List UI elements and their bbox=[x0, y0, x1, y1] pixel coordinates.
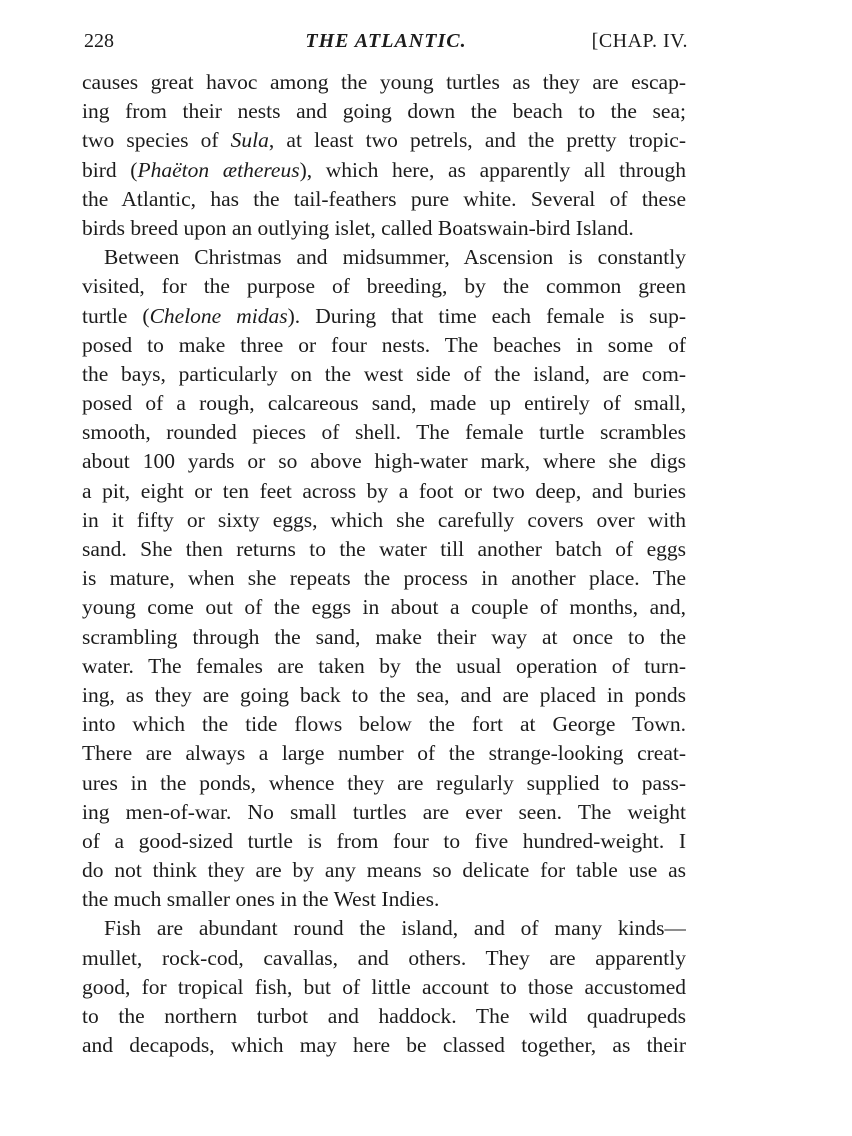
text-line bbox=[82, 710, 686, 739]
text-segment: good, for tropical fish, but of little account to those accustomed bbox=[82, 974, 686, 999]
text-line bbox=[82, 447, 686, 476]
text-line bbox=[82, 68, 686, 97]
text-segment: Fish are abundant round the island, and of many kinds— bbox=[104, 916, 686, 941]
text-segment: causes great havoc among the young turtles as they are escap- bbox=[82, 70, 686, 94]
text-segment: young come out of the eggs in about a couple of months, and, bbox=[82, 595, 686, 620]
text-line bbox=[82, 126, 686, 155]
text-segment: smooth, rounded pieces of shell. The female turtle scrambles bbox=[82, 420, 686, 445]
text-line bbox=[82, 156, 686, 185]
text-line bbox=[82, 1002, 686, 1031]
text-segment: the much smaller ones in the West Indies. bbox=[82, 887, 440, 912]
text-segment: posed of a rough, calcareous sand, made up entirely of small, bbox=[82, 391, 686, 416]
text-segment: about 100 yards or so above high-water mark, where she digs bbox=[82, 449, 686, 474]
text-segment: sand. She then returns to the water till another batch of eggs bbox=[82, 537, 686, 561]
text-segment: Between Christmas and midsummer, Ascension is constantly bbox=[104, 245, 686, 270]
text-segment: two species of bbox=[82, 128, 231, 153]
text-segment: ), which here, as apparently all through bbox=[299, 157, 686, 182]
italic-term: Sula bbox=[230, 128, 269, 153]
text-segment: birds breed upon an outlying islet, called Boatswain-bird Island. bbox=[82, 215, 634, 240]
text-segment: ures in the ponds, whence they are regularly supplied to pass- bbox=[82, 770, 686, 795]
text-segment: ing, as they are going back to the sea, and are placed in ponds bbox=[82, 682, 686, 707]
text-segment: in it fifty or sixty eggs, which she carefully covers over with bbox=[82, 507, 686, 532]
text-segment: ). During that time each female is sup- bbox=[287, 303, 686, 328]
page-header bbox=[84, 30, 688, 62]
text-line bbox=[82, 856, 686, 885]
text-line bbox=[82, 418, 686, 447]
text-line bbox=[82, 389, 686, 418]
italic-term: Phaëton æthereus bbox=[137, 157, 300, 182]
text-segment: turtle ( bbox=[82, 303, 150, 328]
text-segment: mullet, rock-cod, cavallas, and others. They are apparently bbox=[82, 945, 686, 970]
text-line bbox=[82, 360, 686, 389]
text-segment: into which the tide flows below the fort at George Town. bbox=[82, 712, 686, 737]
text-segment: There are always a large number of the strange-looking creat- bbox=[82, 741, 686, 766]
italic-term: Chelone midas bbox=[149, 303, 288, 328]
text-segment: ing from their nests and going down the beach to the sea; bbox=[82, 99, 686, 124]
text-line bbox=[82, 331, 686, 360]
text-line bbox=[82, 739, 686, 768]
text-segment: scrambling through the sand, make their way at once to the bbox=[82, 624, 686, 649]
text-segment: of a good-sized turtle is from four to five hundred-weight. I bbox=[82, 828, 686, 853]
text-line bbox=[82, 1031, 686, 1060]
text-segment: do not think they are by any means so delicate for table use as bbox=[82, 858, 686, 883]
text-segment: the bays, particularly on the west side of the island, are com- bbox=[82, 361, 686, 386]
text-line bbox=[82, 973, 686, 1002]
text-line bbox=[82, 798, 686, 827]
text-segment: is mature, when she repeats the process in another place. The bbox=[82, 566, 686, 591]
text-segment: to the northern turbot and haddock. The wild quadrupeds bbox=[82, 1004, 686, 1028]
body-text bbox=[82, 68, 686, 1060]
page-number: 228 bbox=[84, 30, 114, 52]
text-segment: ing men-of-war. No small turtles are ever seen. The weight bbox=[82, 799, 686, 824]
text-line bbox=[82, 944, 686, 973]
text-segment: and decapods, which may here be classed together, as their bbox=[82, 1033, 686, 1058]
text-segment: water. The females are taken by the usual operation of turn- bbox=[82, 653, 686, 678]
text-line bbox=[82, 885, 686, 914]
text-segment: a pit, eight or ten feet across by a foot or two deep, and buries bbox=[82, 478, 686, 503]
text-line bbox=[82, 652, 686, 681]
text-segment: the Atlantic, has the tail-feathers pure white. Several of these bbox=[82, 186, 686, 211]
text-line bbox=[82, 185, 686, 214]
text-line bbox=[82, 535, 686, 564]
text-line bbox=[82, 477, 686, 506]
text-line bbox=[82, 214, 686, 243]
text-segment: visited, for the purpose of breeding, by the common green bbox=[82, 274, 686, 299]
text-line bbox=[82, 243, 686, 272]
text-segment: bird ( bbox=[82, 157, 138, 182]
chapter-reference: [CHAP. IV. bbox=[591, 30, 688, 52]
text-line bbox=[82, 681, 686, 710]
text-line bbox=[82, 272, 686, 301]
text-line bbox=[82, 769, 686, 798]
text-line bbox=[82, 623, 686, 652]
text-line bbox=[82, 564, 686, 593]
text-segment: posed to make three or four nests. The beaches in some of bbox=[82, 332, 686, 357]
text-segment: , at least two petrels, and the pretty tropic- bbox=[268, 128, 686, 153]
text-line bbox=[82, 593, 686, 622]
running-title: THE ATLANTIC. bbox=[305, 30, 467, 52]
text-line bbox=[82, 302, 686, 331]
text-line bbox=[82, 97, 686, 126]
text-line bbox=[82, 827, 686, 856]
text-line bbox=[82, 914, 686, 943]
text-line bbox=[82, 506, 686, 535]
